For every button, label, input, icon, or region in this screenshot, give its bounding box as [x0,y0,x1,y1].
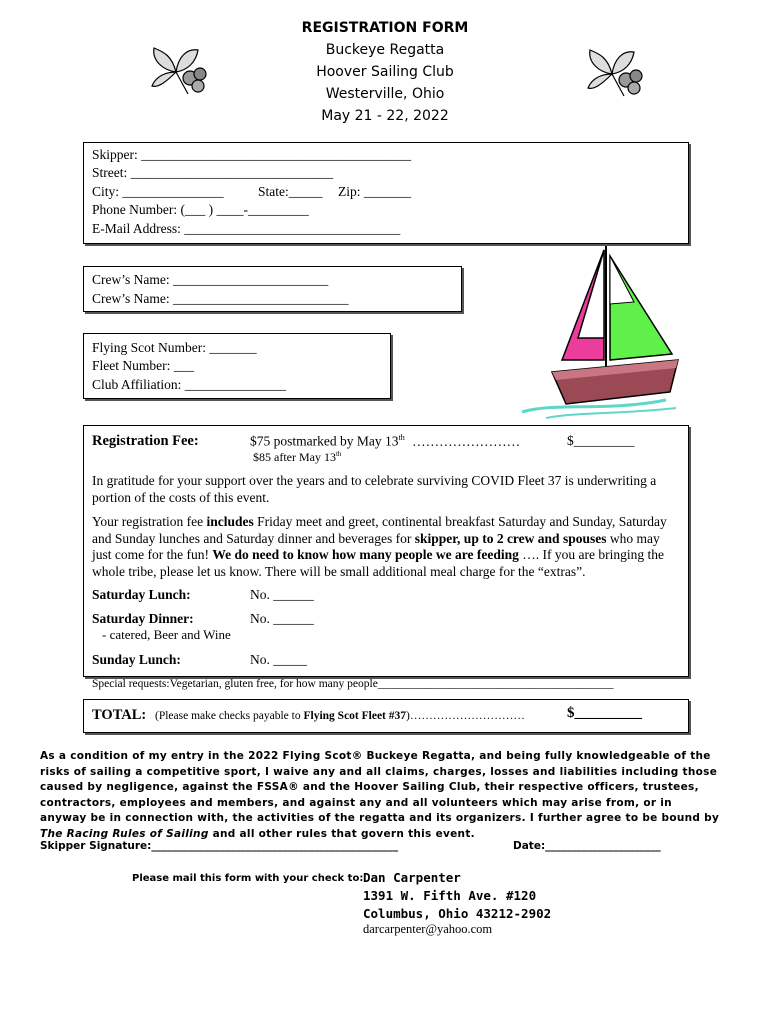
form-title: REGISTRATION FORM [301,20,469,36]
sunday-lunch-count[interactable]: No. _____ [250,652,307,667]
street-field[interactable]: Street: ______________________________ [92,165,334,180]
special-requests-field[interactable]: Special requests:Vegetarian, gluten free, for how many people_________________________________________ [92,678,614,690]
sailboat-icon [516,242,686,422]
fee-late: $85 after May 13th [253,450,342,464]
fleet-number-field[interactable]: Fleet Number: ___ [92,358,194,373]
crew-name-field[interactable]: Crew’s Name: _______________________ [92,272,329,287]
includes-text: Your registration fee includes Friday meet and greet, continental breakfast Saturday and Sunday, Saturday and Sunday lunches and Saturday dinner and beverages for skipper, up to 2 crew and spouses who may just come for the fun! We do need to know how many people we are feeding …. If you are bringing the whole tribe, please let us know. There will be small additional meal charge for the “extras”. [92,514,667,579]
mail-name: Dan Carpenter [363,870,461,885]
saturday-lunch-count[interactable]: No. ______ [250,587,314,602]
mail-email: darcarpenter@yahoo.com [363,922,493,936]
club-name: Hoover Sailing Club [316,64,454,80]
waiver-text: As a condition of my entry in the 2022 Flying Scot® Buckeye Regatta, and being fully knowledgeable of the risks of sailing a competitive sport, I waive any and all claims, charges, losses and liabilities including those caused by negligence, against the FSSA® and the Hoover Sailing Club, their respective officers, trustees, contractors, employees and members, and against any and all volunteers which may arise from, or in anyway be in connection with, the activities of the regatta and its organizers. I further agree to be bound by The Racing Rules of Sailing and all other rules that govern this event. [40,750,720,840]
mail-instructions: Please mail this form with your check to: [132,873,364,884]
leaf-clover-icon [584,44,646,100]
saturday-dinner-count[interactable]: No. ______ [250,611,314,626]
saturday-lunch-label: Saturday Lunch: [92,587,191,602]
saturday-dinner-label: Saturday Dinner: [92,611,194,626]
total-label: TOTAL: [92,707,147,723]
gratitude-text: In gratitude for your support over the years and to celebrate surviving COVID Fleet 37 is underwriting a portion of the costs of this event. [92,473,657,505]
date-field[interactable]: Date:______________________ [513,840,661,852]
skipper-signature-field[interactable]: Skipper Signature:_______________________________________________ [40,840,399,852]
city-field[interactable]: City: _______________ [92,184,224,199]
flying-scot-number-field[interactable]: Flying Scot Number: _______ [92,340,257,355]
fee-amount-field[interactable]: $_________ [567,433,635,448]
registration-fee-label: Registration Fee: [92,433,199,449]
saturday-dinner-note: - catered, Beer and Wine [102,627,231,642]
state-field[interactable]: State:_____ [258,184,323,199]
total-amount-field[interactable]: $_________ [567,705,642,721]
mail-street: 1391 W. Fifth Ave. #120 [363,888,537,903]
event-name: Buckeye Regatta [325,42,445,58]
club-affiliation-field[interactable]: Club Affiliation: _______________ [92,377,287,392]
skipper-field[interactable]: Skipper: ________________________________________ [92,147,412,162]
zip-field[interactable]: Zip: _______ [338,184,412,199]
leaf-clover-icon [148,42,210,98]
event-dates: May 21 - 22, 2022 [321,108,449,124]
sunday-lunch-label: Sunday Lunch: [92,652,181,667]
total-note: (Please make checks payable to Flying Scot Fleet #37)………………………… [155,710,525,722]
email-field[interactable]: E-Mail Address: ________________________________ [92,221,401,236]
mail-city: Columbus, Ohio 43212-2902 [363,906,552,921]
phone-field[interactable]: Phone Number: (___ ) ____-_________ [92,202,309,217]
crew-name-field[interactable]: Crew’s Name: __________________________ [92,291,349,306]
event-location: Westerville, Ohio [325,86,445,102]
fee-postmarked: $75 postmarked by May 13th …………………… [250,433,521,449]
